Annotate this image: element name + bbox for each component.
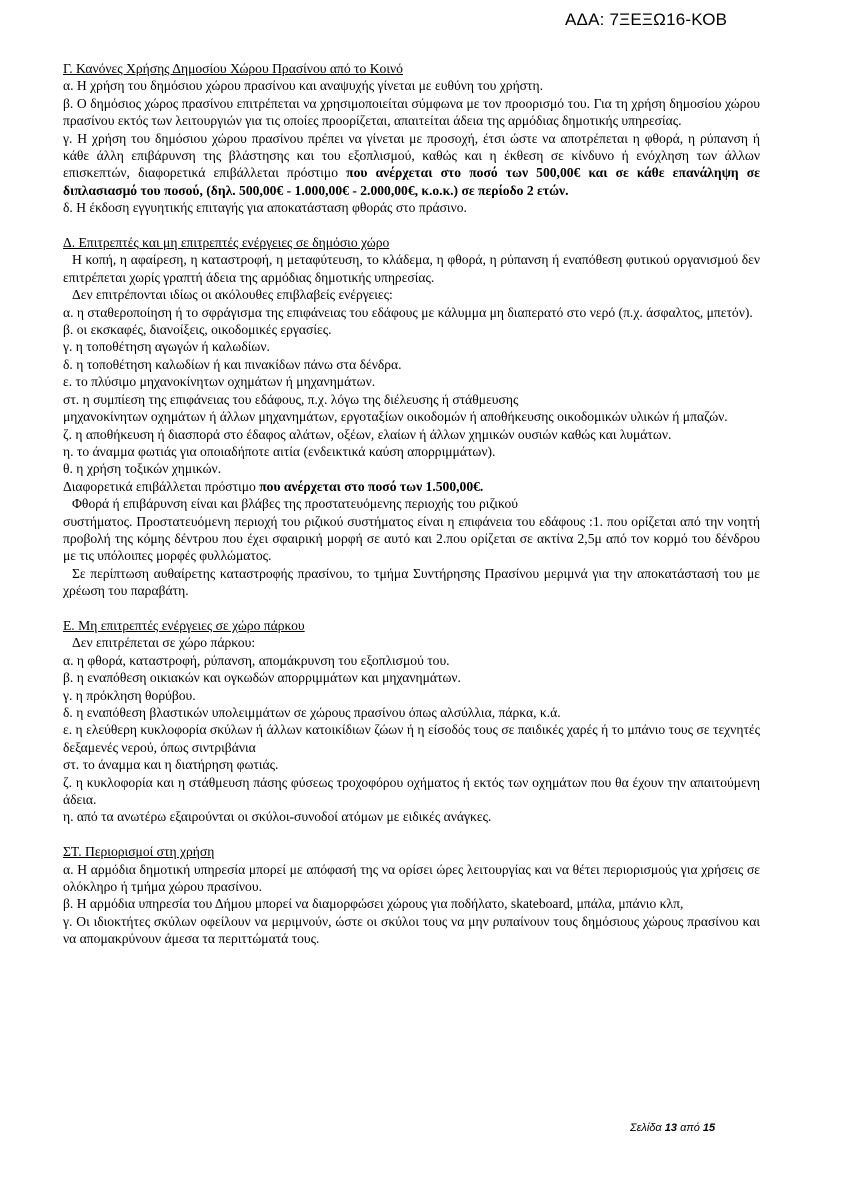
section-e-heading: Ε. Μη επιτρεπτές ενέργειες σε χώρο πάρκου xyxy=(63,617,305,633)
section-e-item: β. η εναπόθεση οικιακών και ογκωδών απορριμμάτων και μηχανημάτων. xyxy=(63,670,461,686)
section-d-item-st-line1: στ. η συμπίεση της επιφάνειας του εδάφους, π.χ. λόγω της διέλευσης ή στάθμευσης xyxy=(63,391,519,407)
section-d-item-th: θ. η χρήση τοξικών χημικών. xyxy=(63,461,222,477)
section-d-intro: Η κοπή, η αφαίρεση, η καταστροφή, η μεταφύτευση, το κλάδεμα, η φθορά, η ρύπανση ή εναπόθεση φυτικού οργανισμού δεν επιτρέπεται χωρίς γραπτή άδεια της αρμόδιας δημοτικής υπηρεσίας. xyxy=(63,252,760,285)
section-d-item: α. η σταθεροποίηση ή το σφράγισμα της επιφάνειας του εδάφους με κάλυμμα μη διαπερατό στο νερό (π.χ. άσφαλτος, μπετόν). xyxy=(63,304,753,320)
document-body xyxy=(63,60,760,948)
section-g-item-c-fine: που ανέρχεται στο ποσό των 500,00€ και σε κάθε επανάληψη σε διπλασιασμό του ποσού, (δηλ. 500,00€ - 1.000,00€ - 2.000,00€, κ.ο.κ.) σε περίοδο 2 ετών. xyxy=(63,165,760,198)
section-e-item: δ. η εναπόθεση βλαστικών υπολειμμάτων σε χώρους πρασίνου όπως αλσύλλια, πάρκα, κ.ά. xyxy=(63,705,561,720)
section-e xyxy=(63,617,760,826)
section-e-item: ε. η ελεύθερη κυκλοφορία σκύλων ή άλλων κατοικίδιων ζώων ή η είσοδός τους σε παιδικές χαρές ή το μπάνιο τους σε τεχνητές δεξαμενές νερού, όπως σιντριβάνια xyxy=(63,722,760,755)
page-total: 15 xyxy=(702,1122,716,1134)
page-footer xyxy=(630,1122,715,1134)
section-d-damage-line1: Φθορά ή επιβάρυνση είναι και βλάβες της προστατευόμενης περιοχής του ριζικού xyxy=(72,496,519,512)
section-d-fine xyxy=(63,478,760,495)
section-d-item-z: ζ. η αποθήκευση ή διασπορά στο έδαφος αλάτων, οξέων, ελαίων ή άλλων χημικών ουσιών καθώς και λυμάτων. xyxy=(63,426,672,442)
section-d-item-st-line2: μηχανοκίνητων οχημάτων ή άλλων μηχανημάτων, εργοταξίων οικοδομών ή αποθήκευσης οικοδομικών υλικών ή μπαζών. xyxy=(63,409,728,425)
section-e-item: στ. το άναμμα και η διατήρηση φωτιάς. xyxy=(63,757,279,773)
section-st-item: γ. Οι ιδιοκτήτες σκύλων οφείλουν να μεριμνούν, ώστε οι σκύλοι τους να μην ρυπαίνουν τους δημόσιους χώρους πρασίνου και να απομακρύνουν άμεσα τα περιττώματά τους. xyxy=(63,913,760,947)
section-d-arbitrary: Σε περίπτωση αυθαίρετης καταστροφής πρασίνου, το τμήμα Συντήρησης Πρασίνου μεριμνά για την αποκατάστασή του με χρέωση του παραβάτη. xyxy=(63,565,760,599)
ada-code: ΑΔΑ: 7ΞΕΞΩ16-ΚΟΒ xyxy=(565,10,728,29)
section-st-item: β. Η αρμόδια υπηρεσία του Δήμου μπορεί να διαμορφώσει χώρους για ποδήλατο, skateboard, μπάλα, μπάνιο κλπ, xyxy=(63,896,684,912)
section-d-damage-line2: συστήματος. Προστατευόμενη περιοχή του ριζικού συστήματος είναι η επιφάνεια του εδάφους :1. που ορίζεται από την νοητή προβολή της κόμης δέντρου που έχει σφαιρική μορφή σε αυτό και 2.που ορίζεται σε ακτίνα 2,5μ από τον κορμό του δένδρου με τις υπόλοιπες μορφές φυλλώματος. xyxy=(63,513,760,564)
section-e-intro: Δεν επιτρέπεται σε χώρο πάρκου: xyxy=(72,635,256,651)
section-g-item-d: δ. Η έκδοση εγγυητικής επιταγής για αποκατάσταση φθοράς στο πράσινο. xyxy=(63,200,467,216)
section-g-heading: Γ. Κανόνες Χρήσης Δημοσίου Χώρου Πρασίνου από το Κοινό xyxy=(63,61,403,76)
section-d-item: β. οι εκσκαφές, διανοίξεις, οικοδομικές εργασίες. xyxy=(63,322,332,338)
section-g-item-c xyxy=(63,130,760,200)
section-g-item-c-text: γ. Η χρήση του δημόσιου χώρου πρασίνου πρέπει να γίνεται με προσοχή, έτσι ώστε να αποτρέπεται η φθορά, η ρύπανση ή κάθε άλλη επιβάρυνση της βλάστησης και του εξοπλισμού, καθώς και η έκθεση σε κίνδυνο ή ενόχληση των άλλων επισκεπτών, διαφορετικά επιβάλλεται πρόστιμο xyxy=(63,130,760,181)
section-d-item: ε. το πλύσιμο μηχανοκίνητων οχημάτων ή μηχανημάτων. xyxy=(63,374,376,390)
section-d-fine-text: Διαφορετικά επιβάλλεται πρόστιμο xyxy=(63,478,260,494)
section-st xyxy=(63,843,760,947)
section-d-item-h: η. το άναμμα φωτιάς για οποιαδήποτε αιτία (ενδεικτικά καύση απορριμμάτων). xyxy=(63,443,496,459)
section-g-item-a: α. Η χρήση του δημόσιου χώρου πρασίνου και αναψυχής γίνεται με ευθύνη του χρήστη. xyxy=(63,78,543,94)
section-e-item: η. από τα ανωτέρω εξαιρούνται οι σκύλοι-συνοδοί ατόμων με ειδικές ανάγκες. xyxy=(63,809,492,825)
section-d-fine-amount: που ανέρχεται στο ποσό των 1.500,00€. xyxy=(259,478,484,494)
section-d-item: γ. η τοποθέτηση αγωγών ή καλωδίων. xyxy=(63,339,270,355)
section-st-item: α. Η αρμόδια δημοτική υπηρεσία μπορεί με απόφασή της να ορίσει ώρες λειτουργίας και να θέτει περιορισμούς για χρήσεις σε ολόκληρο ή τμήμα χώρου πρασίνου. xyxy=(63,861,760,895)
section-st-heading: ΣΤ. Περιορισμοί στη χρήση xyxy=(63,844,215,860)
page-number: 13 xyxy=(664,1122,677,1134)
page-label: Σελίδα xyxy=(630,1122,662,1134)
section-d-heading: Δ. Επιτρεπτές και μη επιτρεπτές ενέργειες σε δημόσιο χώρο xyxy=(63,235,390,251)
section-e-item: ζ. η κυκλοφορία και η στάθμευση πάσης φύσεως τροχοφόρου οχήματος ή εκτός των οχημάτων που θα έχουν την απαιτούμενη άδεια. xyxy=(63,774,760,808)
section-g-item-b: β. Ο δημόσιος χώρος πρασίνου επιτρέπεται να χρησιμοποιείται σύμφωνα με τον προορισμό του. Για τη χρήση δημοσίου χώρου πρασίνου εκτός των λειτουργιών για τις οποίες προορίζεται, απαιτείται άδεια της αρμόδιας δημοτικής υπηρεσίας. xyxy=(63,95,760,129)
section-d xyxy=(63,234,760,600)
section-e-item: α. η φθορά, καταστροφή, ρύπανση, απομάκρυνση του εξοπλισμού του. xyxy=(63,652,450,668)
section-d-item: δ. η τοποθέτηση καλωδίων ή και πινακίδων πάνω στα δένδρα. xyxy=(63,356,402,372)
section-e-item: γ. η πρόκληση θορύβου. xyxy=(63,687,196,703)
section-d-not-allowed: Δεν επιτρέπονται ιδίως οι ακόλουθες επιβλαβείς ενέργειες: xyxy=(72,287,393,303)
section-g xyxy=(63,60,760,217)
page-of-label: από xyxy=(680,1122,700,1134)
